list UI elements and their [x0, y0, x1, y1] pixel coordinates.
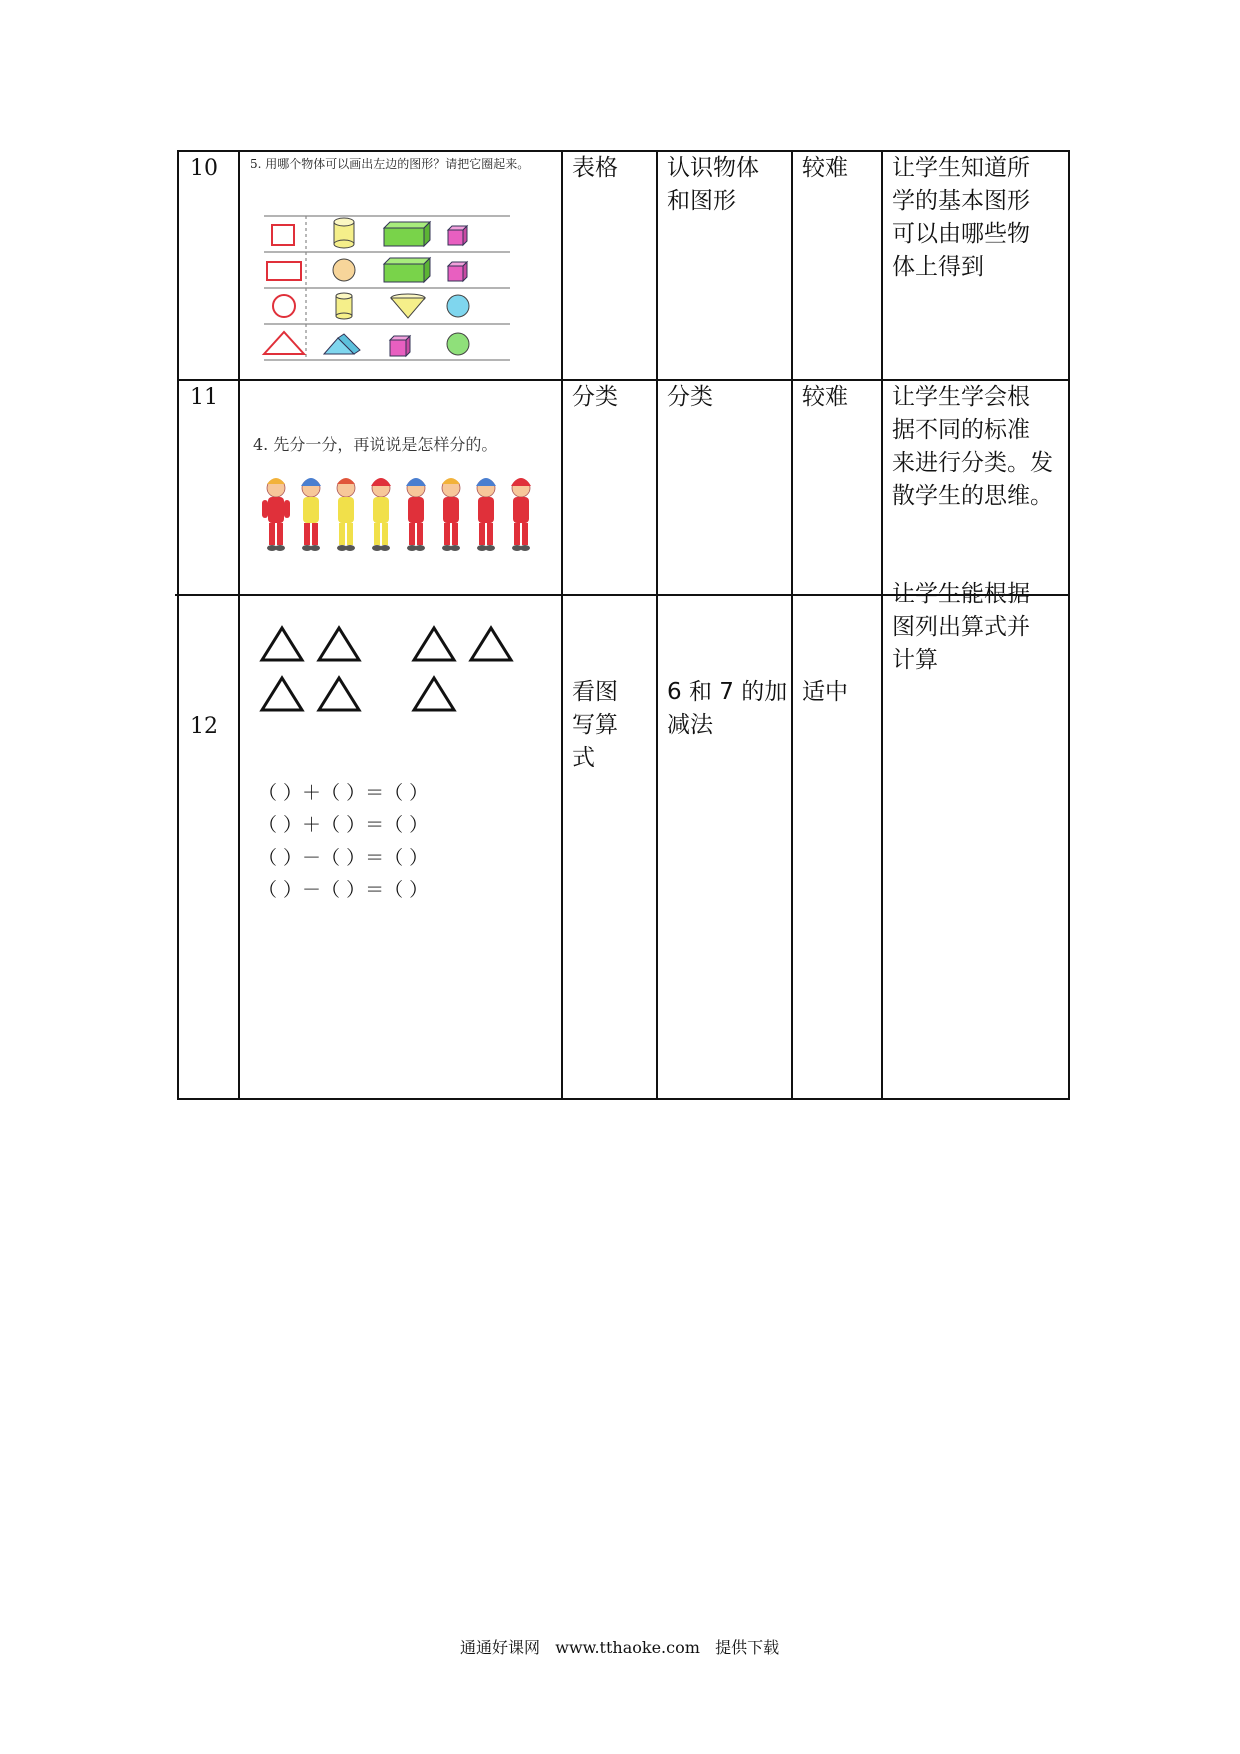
cylinder-icon [334, 218, 354, 248]
difficulty: 较难 [802, 155, 848, 181]
prism-icon [324, 334, 360, 354]
question-type: 表格 [572, 155, 618, 181]
teaching-goal: 让学生能根据 图列出算式并 计算 [892, 581, 1030, 673]
question-type: 看图 写算 式 [572, 679, 618, 771]
col-line-2 [561, 150, 563, 1100]
triangle-icon [414, 678, 454, 710]
col-line-1 [238, 150, 240, 1100]
cube-icon [448, 262, 467, 281]
question-type: 分类 [572, 384, 618, 410]
row-number: 12 [190, 714, 218, 739]
triangle-icon [414, 628, 454, 660]
footer-credit: 通通好课网 www.tthaoke.com 提供下载 [460, 1638, 780, 1657]
knowledge-point: 认识物体 和图形 [667, 155, 759, 214]
row-number: 10 [190, 156, 218, 181]
col-line-0 [177, 150, 179, 1100]
cuboid-icon [384, 258, 430, 282]
triangle-icon [471, 628, 511, 660]
col-line-3 [656, 150, 658, 1100]
sphere-icon [333, 259, 355, 281]
knowledge-point: 分类 [667, 384, 713, 410]
triangle-icon [262, 628, 302, 660]
triangle-icon [262, 678, 302, 710]
equation-line[interactable]: （ ）＋（ ）＝（ ） [258, 782, 429, 804]
triangle-icon [319, 628, 359, 660]
equation-line[interactable]: （ ）－（ ）＝（ ） [258, 847, 429, 869]
teaching-goal: 让学生学会根 据不同的标准 来进行分类。发 散学生的思维。 [892, 384, 1053, 509]
triangle-icon [264, 332, 304, 354]
question-text: 5. 用哪个物体可以画出左边的图形？请把它圈起来。 [250, 157, 530, 171]
cube-icon [390, 336, 410, 356]
difficulty: 较难 [802, 384, 848, 410]
children-illustration [258, 470, 548, 570]
knowledge-point: 6 和 7 的加 减法 [667, 679, 788, 738]
triangles-picture [258, 618, 518, 718]
row-number: 11 [190, 385, 218, 410]
triangle-icon [319, 678, 359, 710]
question-text: 4. 先分一分，再说说是怎样分的。 [253, 435, 498, 454]
cone-icon [391, 294, 425, 318]
difficulty: 适中 [802, 679, 848, 705]
sphere-icon [447, 333, 469, 355]
table-border-bottom [177, 1098, 1070, 1100]
cuboid-icon [384, 222, 430, 246]
teaching-goal: 让学生知道所 学的基本图形 可以由哪些物 体上得到 [892, 155, 1030, 280]
rectangle-icon [267, 262, 301, 280]
cube-icon [448, 226, 467, 245]
equation-line[interactable]: （ ）＋（ ）＝（ ） [258, 814, 429, 836]
cylinder-icon [336, 293, 352, 319]
shape-matching-table [258, 210, 510, 366]
col-line-6 [1068, 150, 1070, 1100]
sphere-icon [447, 295, 469, 317]
col-line-5 [881, 150, 883, 1100]
col-line-4 [791, 150, 793, 1100]
equation-line[interactable]: （ ）－（ ）＝（ ） [258, 879, 429, 901]
square-icon [272, 225, 294, 245]
child-figure [262, 478, 290, 551]
circle-icon [273, 295, 295, 317]
